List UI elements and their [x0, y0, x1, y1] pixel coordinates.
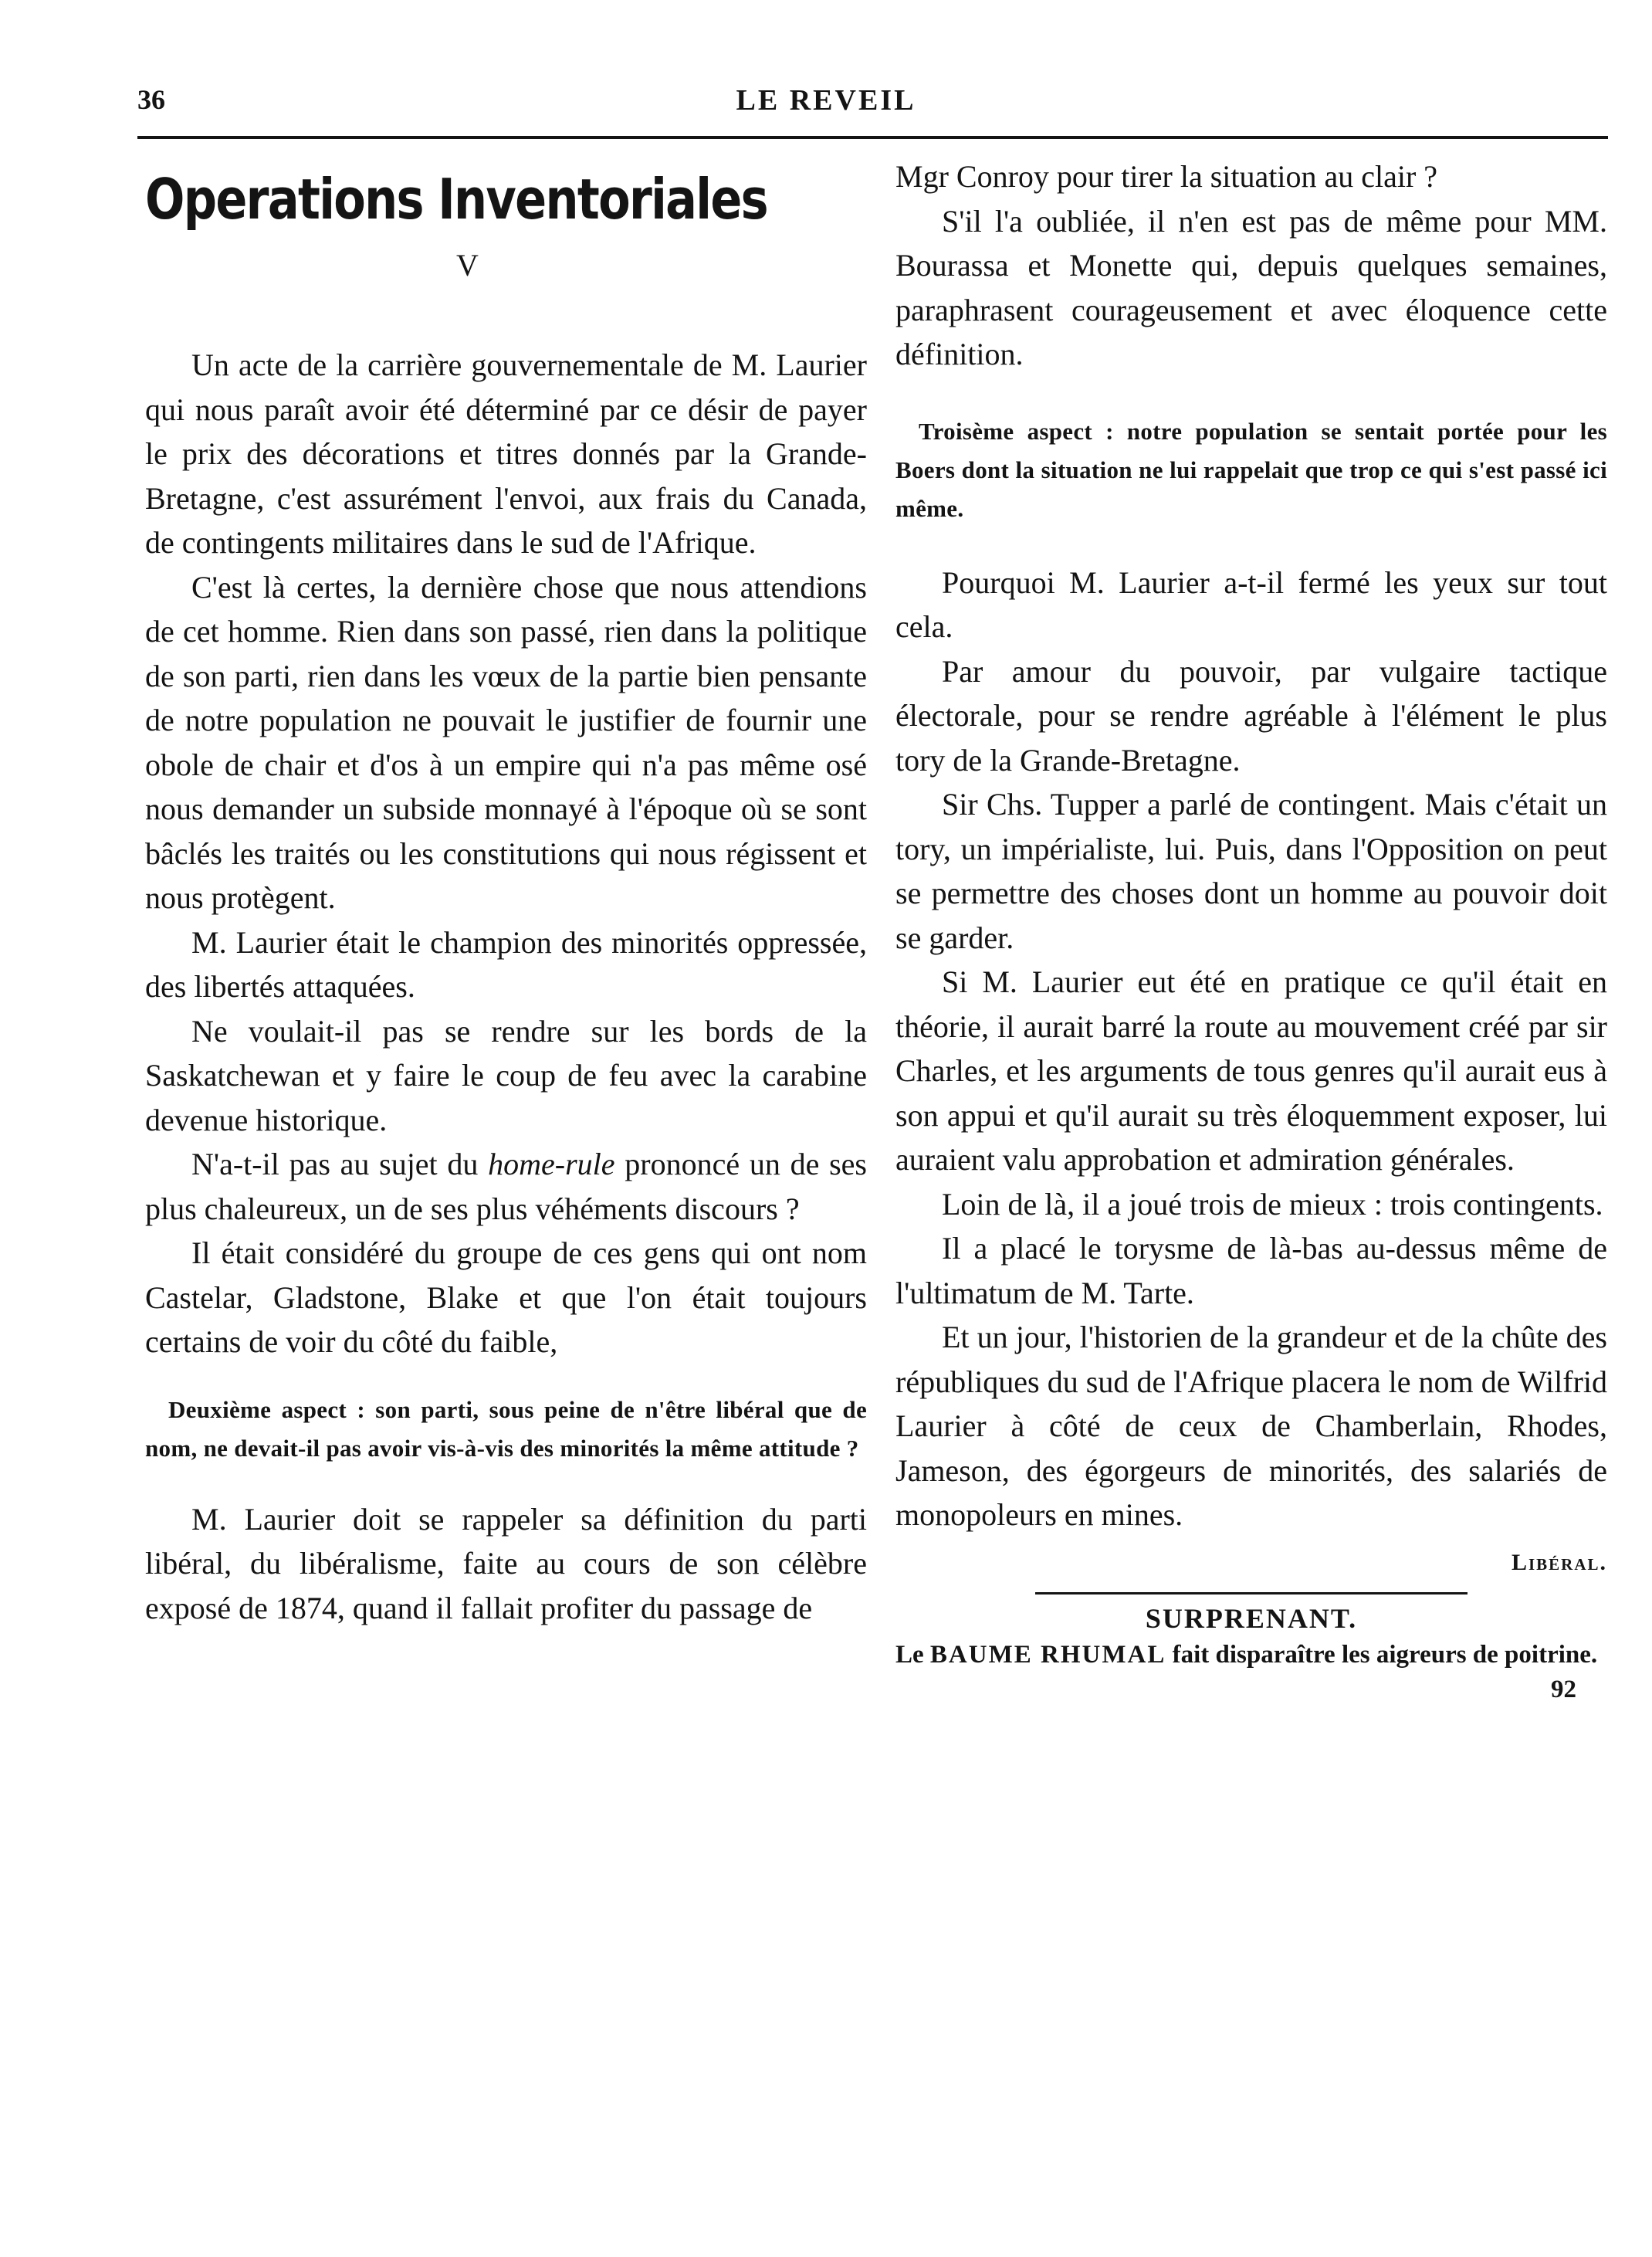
paragraph: M. Laurier doit se rappeler sa définition du parti libéral, du libéralisme, faite au cours de son célèbre exposé de 1874, quand il fallait profiter du passage de [145, 1501, 867, 1625]
paragraph: Il a placé le torysme de là-bas au-dessus même de l'ultimatum de M. Tarte. [895, 1231, 1607, 1310]
italic-term: home-rule [488, 1147, 615, 1181]
advert-divider [1035, 1592, 1468, 1594]
paragraph: Un acte de la carrière gouvernementale de M. Laurier qui nous paraît avoir été déterminé par ce désir de payer le prix des décorations et titres donnés par la Grande-Bretagne, c'est assurément l'envoi, aux frais du Canada, de contingents militaires dans le sud de l'Afrique. [145, 347, 867, 560]
advert-code: 92 [1551, 1676, 1576, 1703]
advert-brand: BAUME RHUMAL [929, 1641, 1166, 1669]
paragraph: Si M. Laurier eut été en pratique ce qu'il était en théorie, il aurait barré la route au mouvement créé par sir Charles, et les arguments de tous genres qu'il aurait eus à son appui et qu'il aurait su très éloquemment exposer, lui auraient valu approbation et admiration générales. [895, 964, 1607, 1177]
header-rule [137, 136, 1608, 139]
article-title: Operations Inventoriales [145, 167, 767, 232]
author-signature: Libéral. [1511, 1549, 1607, 1575]
pull-quote: Deuxième aspect : son parti, sous peine de n'être libéral que de nom, ne devait-il pas avoir vis-à-vis des minorités la même attitude ? [145, 1395, 867, 1462]
advert-heading: SURPRENANT. [1145, 1603, 1358, 1634]
section-numeral: V [456, 248, 479, 283]
paragraph: Ne voulait-il pas se rendre sur les bords de la Saskatchewan et y faire le coup de feu avec la carabine devenue historique. [145, 1013, 867, 1137]
right-column [895, 154, 1607, 1707]
pull-quote: Troisème aspect : notre population se sentait portée pour les Boers dont la situation ne lui rappelait que trop ce qui s'est passé ici même. [895, 417, 1607, 522]
paragraph: Pourquoi M. Laurier a-t-il fermé les yeux sur tout cela. [895, 564, 1607, 644]
text-run: prononcé un de ses plus chaleureux, un de ses plus véhéments discours ? [145, 1147, 867, 1226]
running-title: LE REVEIL [736, 84, 916, 117]
paragraph-continued: Mgr Conroy pour tirer la situation au clair ? [895, 159, 1438, 194]
paragraph: Loin de là, il a joué trois de mieux : trois contingents. [942, 1186, 1603, 1222]
left-column [145, 162, 867, 1630]
paragraph: S'il l'a oubliée, il n'en est pas de même pour MM. Bourassa et Monette qui, depuis quelques semaines, paraphrasent courageusement et avec éloquence cette définition. [895, 203, 1607, 371]
paragraph: Et un jour, l'historien de la grandeur et de la chûte des républiques du sud de l'Afrique placera le nom de Wilfrid Laurier à côté de ceux de Chamberlain, Rhodes, Jameson, des égorgeurs de minorités, des salariés de monopoleurs en mines. [895, 1320, 1607, 1532]
text-run: N'a-t-il pas au sujet du [191, 1147, 489, 1181]
advert-body [895, 1638, 1607, 1672]
text-run: Le [895, 1641, 930, 1669]
text-run: fait disparaître les aigreurs de poitrine. [1166, 1641, 1598, 1669]
paragraph: C'est là certes, la dernière chose que nous attendions de cet homme. Rien dans son passé, rien dans la politique de son parti, rien dans les vœux de la partie bien pensante de notre population ne pouvait le justifier de fournir une obole de chair et d'os à un empire qui n'a pas même osé nous demander un subside monnayé à l'époque où se sont bâclés les traités ou les constitutions qui nous régissent et nous protègent. [145, 569, 867, 915]
advert-footer [895, 1672, 1607, 1707]
page-number: 36 [137, 84, 165, 115]
paragraph-home-rule [145, 1142, 867, 1231]
paragraph: Il était considéré du groupe de ces gens qui ont nom Castelar, Gladstone, Blake et que l'on était toujours certains de voir du côté du faible, [145, 1235, 867, 1359]
paragraph: Par amour du pouvoir, par vulgaire tactique électorale, pour se rendre agréable à l'élément le plus tory de la Grande-Bretagne. [895, 653, 1607, 778]
paragraph: M. Laurier était le champion des minorités oppressée, des libertés attaquées. [145, 924, 867, 1004]
paragraph: Sir Chs. Tupper a parlé de contingent. Mais c'était un tory, un impérialiste, lui. Puis, dans l'Opposition on peut se permettre des choses dont un homme au pouvoir doit se garder. [895, 787, 1607, 955]
